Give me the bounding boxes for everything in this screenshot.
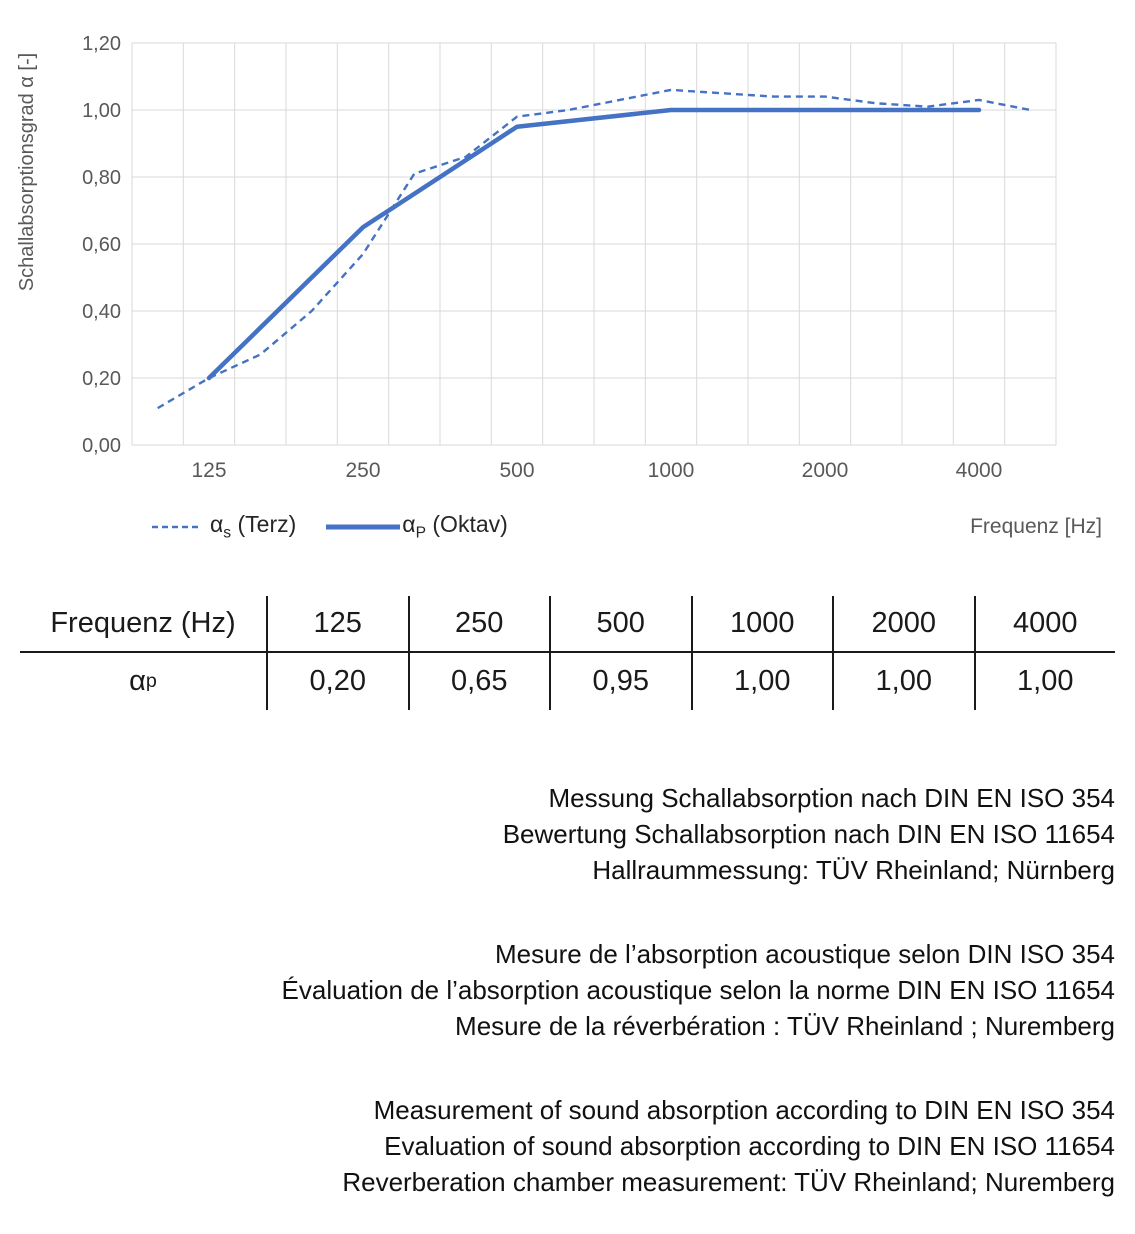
y-tick-label: 0,40 xyxy=(82,301,121,323)
table-value-cell: 1,00 xyxy=(974,653,1116,710)
table-value-cell: 1,00 xyxy=(832,653,974,710)
chart-legend xyxy=(0,504,1135,550)
legend-label-terz: $\alpha_s$ (Terz) xyxy=(210,511,297,542)
x-tick-label: 2000 xyxy=(801,459,849,482)
table-frequency-cell: 250 xyxy=(408,596,550,653)
note-german xyxy=(0,780,1115,888)
y-tick-label: 0,00 xyxy=(82,435,121,457)
legend-item-terz xyxy=(152,511,296,543)
x-tick-labels xyxy=(191,459,1002,482)
y-tick-label: 1,00 xyxy=(82,100,121,122)
note-line: Messung Schallabsorption nach DIN EN ISO 354 xyxy=(548,783,1115,813)
y-tick-label: 1,20 xyxy=(82,33,121,55)
table-value-cell: 0,65 xyxy=(408,653,550,710)
note-english xyxy=(0,1092,1115,1200)
note-line: Evaluation of sound absorption according to DIN EN ISO 11654 xyxy=(384,1131,1115,1161)
table-frequency-cell: 500 xyxy=(549,596,691,653)
y-tick-labels xyxy=(82,33,121,457)
note-line: Évaluation de l’absorption acoustique selon la norme DIN EN ISO 11654 xyxy=(281,975,1115,1005)
x-tick-label: 500 xyxy=(499,459,535,482)
y-tick-label: 0,60 xyxy=(82,234,121,256)
table-frequency-cell: 4000 xyxy=(974,596,1116,653)
table-value-cell: 0,95 xyxy=(549,653,691,710)
note-line: Hallraummessung: TÜV Rheinland; Nürnberg xyxy=(592,855,1115,885)
solid-line-sample-icon xyxy=(326,523,400,531)
x-tick-label: 4000 xyxy=(955,459,1003,482)
legend-item-oktav xyxy=(326,511,508,543)
note-french xyxy=(0,936,1115,1044)
note-line: Measurement of sound absorption according to DIN EN ISO 354 xyxy=(373,1095,1115,1125)
y-tick-label: 0,80 xyxy=(82,167,121,189)
note-line: Reverberation chamber measurement: TÜV Rheinland; Nuremberg xyxy=(342,1167,1115,1197)
note-line: Bewertung Schallabsorption nach DIN EN ISO 11654 xyxy=(502,819,1115,849)
table-frequency-cell: 1000 xyxy=(691,596,833,653)
table-value-cell: 1,00 xyxy=(691,653,833,710)
y-axis-title: Schallabsorptionsgrad α [-] xyxy=(16,52,38,292)
x-tick-label: 1000 xyxy=(647,459,695,482)
absorption-table xyxy=(20,596,1115,710)
note-line: Mesure de la réverbération : TÜV Rheinland ; Nuremberg xyxy=(455,1011,1115,1041)
note-line: Mesure de l’absorption acoustique selon DIN ISO 354 xyxy=(494,939,1115,969)
chart-gridlines xyxy=(132,43,1056,445)
table-header-label: Frequenz (Hz) xyxy=(20,596,266,653)
table-row-label: α p xyxy=(129,665,157,697)
absorption-chart xyxy=(0,0,1135,550)
x-tick-label: 125 xyxy=(191,459,227,482)
y-tick-label: 0,20 xyxy=(82,368,121,390)
table-frequency-cell: 125 xyxy=(266,596,408,653)
x-tick-label: 250 xyxy=(345,459,381,482)
table-frequency-cell: 2000 xyxy=(832,596,974,653)
dashed-line-sample-icon xyxy=(152,524,202,530)
chart-canvas xyxy=(0,0,1135,490)
table-value-cell: 0,20 xyxy=(266,653,408,710)
x-axis-title: Frequenz [Hz] xyxy=(970,515,1102,538)
notes-section xyxy=(0,780,1135,1200)
legend-label-oktav: $\alpha_P$ (Oktav) xyxy=(402,511,508,542)
